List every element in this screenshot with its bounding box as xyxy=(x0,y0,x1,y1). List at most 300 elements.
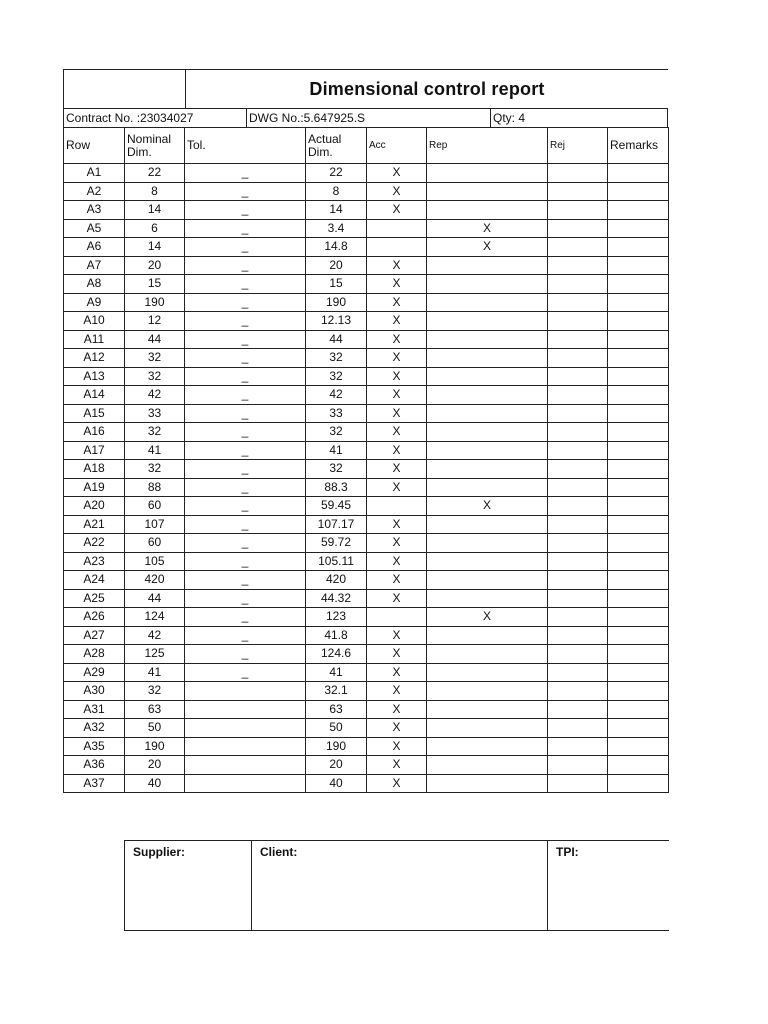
rej-mark xyxy=(548,774,608,793)
actual-dim: 59.45 xyxy=(306,497,367,516)
remarks xyxy=(608,737,669,756)
row-id: A5 xyxy=(64,219,125,238)
remarks xyxy=(608,182,669,201)
row-id: A21 xyxy=(64,515,125,534)
nominal-dim: 63 xyxy=(125,700,185,719)
tolerance: _ xyxy=(185,367,306,386)
rep-mark xyxy=(427,441,548,460)
row-id: A36 xyxy=(64,756,125,775)
report-sheet xyxy=(63,69,668,793)
rej-mark xyxy=(548,312,608,331)
row-id: A25 xyxy=(64,589,125,608)
row-id: A16 xyxy=(64,423,125,442)
acc-mark: X xyxy=(367,515,427,534)
actual-dim: 44.32 xyxy=(306,589,367,608)
rep-mark xyxy=(427,700,548,719)
rej-mark xyxy=(548,201,608,220)
rep-mark xyxy=(427,182,548,201)
actual-dim: 41 xyxy=(306,441,367,460)
tolerance: _ xyxy=(185,571,306,590)
table-row xyxy=(64,571,669,590)
header-actual: Actual Dim. xyxy=(306,128,367,164)
header-tol: Tol. xyxy=(185,128,306,164)
actual-dim: 190 xyxy=(306,737,367,756)
rej-mark xyxy=(548,423,608,442)
acc-mark: X xyxy=(367,478,427,497)
remarks xyxy=(608,256,669,275)
table-row xyxy=(64,182,669,201)
rej-mark xyxy=(548,682,608,701)
remarks xyxy=(608,645,669,664)
tolerance xyxy=(185,774,306,793)
rej-mark xyxy=(548,367,608,386)
tolerance: _ xyxy=(185,219,306,238)
tolerance: _ xyxy=(185,460,306,479)
remarks xyxy=(608,404,669,423)
nominal-dim: 190 xyxy=(125,293,185,312)
acc-mark: X xyxy=(367,645,427,664)
row-id: A27 xyxy=(64,626,125,645)
table-row xyxy=(64,608,669,627)
acc-mark: X xyxy=(367,756,427,775)
tolerance: _ xyxy=(185,497,306,516)
acc-mark: X xyxy=(367,164,427,183)
header-nominal: Nominal Dim. xyxy=(125,128,185,164)
acc-mark: X xyxy=(367,275,427,294)
rej-mark xyxy=(548,330,608,349)
rej-mark xyxy=(548,164,608,183)
table-row xyxy=(64,460,669,479)
rep-mark xyxy=(427,404,548,423)
table-row xyxy=(64,682,669,701)
header-remarks: Remarks xyxy=(608,128,669,164)
remarks xyxy=(608,219,669,238)
row-id: A35 xyxy=(64,737,125,756)
row-id: A22 xyxy=(64,534,125,553)
row-id: A8 xyxy=(64,275,125,294)
nominal-dim: 20 xyxy=(125,756,185,775)
actual-dim: 14.8 xyxy=(306,238,367,257)
row-id: A1 xyxy=(64,164,125,183)
row-id: A15 xyxy=(64,404,125,423)
row-id: A32 xyxy=(64,719,125,738)
rej-mark xyxy=(548,219,608,238)
actual-dim: 20 xyxy=(306,756,367,775)
rep-mark xyxy=(427,626,548,645)
rep-mark xyxy=(427,552,548,571)
rej-mark xyxy=(548,645,608,664)
rej-mark xyxy=(548,589,608,608)
dimension-table xyxy=(63,127,669,793)
table-row xyxy=(64,552,669,571)
row-id: A7 xyxy=(64,256,125,275)
actual-dim: 32 xyxy=(306,349,367,368)
remarks xyxy=(608,478,669,497)
rep-mark: X xyxy=(427,238,548,257)
nominal-dim: 33 xyxy=(125,404,185,423)
actual-dim: 32.1 xyxy=(306,682,367,701)
rep-mark xyxy=(427,534,548,553)
remarks xyxy=(608,238,669,257)
tolerance: _ xyxy=(185,552,306,571)
nominal-dim: 420 xyxy=(125,571,185,590)
rep-mark xyxy=(427,645,548,664)
actual-dim: 33 xyxy=(306,404,367,423)
remarks xyxy=(608,534,669,553)
actual-dim: 63 xyxy=(306,700,367,719)
tolerance: _ xyxy=(185,330,306,349)
actual-dim: 12.13 xyxy=(306,312,367,331)
remarks xyxy=(608,293,669,312)
remarks xyxy=(608,312,669,331)
table-row xyxy=(64,164,669,183)
tolerance: _ xyxy=(185,201,306,220)
tolerance: _ xyxy=(185,238,306,257)
remarks xyxy=(608,719,669,738)
nominal-dim: 41 xyxy=(125,441,185,460)
rep-mark xyxy=(427,774,548,793)
rep-mark: X xyxy=(427,497,548,516)
actual-dim: 105.11 xyxy=(306,552,367,571)
nominal-dim: 20 xyxy=(125,256,185,275)
remarks xyxy=(608,330,669,349)
nominal-dim: 50 xyxy=(125,719,185,738)
rej-mark xyxy=(548,515,608,534)
tolerance: _ xyxy=(185,182,306,201)
rep-mark xyxy=(427,423,548,442)
actual-dim: 190 xyxy=(306,293,367,312)
acc-mark: X xyxy=(367,312,427,331)
tolerance: _ xyxy=(185,256,306,275)
tolerance xyxy=(185,756,306,775)
nominal-dim: 44 xyxy=(125,589,185,608)
actual-dim: 40 xyxy=(306,774,367,793)
nominal-dim: 107 xyxy=(125,515,185,534)
table-row xyxy=(64,312,669,331)
row-id: A37 xyxy=(64,774,125,793)
actual-dim: 420 xyxy=(306,571,367,590)
rep-mark xyxy=(427,589,548,608)
table-row xyxy=(64,497,669,516)
acc-mark: X xyxy=(367,737,427,756)
header-rej: Rej xyxy=(548,128,608,164)
acc-mark: X xyxy=(367,571,427,590)
acc-mark: X xyxy=(367,534,427,553)
rep-mark xyxy=(427,478,548,497)
acc-mark xyxy=(367,219,427,238)
nominal-dim: 42 xyxy=(125,386,185,405)
nominal-dim: 6 xyxy=(125,219,185,238)
table-row xyxy=(64,367,669,386)
acc-mark: X xyxy=(367,460,427,479)
rep-mark xyxy=(427,460,548,479)
remarks xyxy=(608,608,669,627)
actual-dim: 41 xyxy=(306,663,367,682)
tolerance: _ xyxy=(185,478,306,497)
row-id: A28 xyxy=(64,645,125,664)
row-id: A11 xyxy=(64,330,125,349)
table-row xyxy=(64,737,669,756)
table-header xyxy=(64,128,669,164)
nominal-dim: 88 xyxy=(125,478,185,497)
tolerance: _ xyxy=(185,645,306,664)
nominal-dim: 32 xyxy=(125,349,185,368)
acc-mark: X xyxy=(367,349,427,368)
acc-mark: X xyxy=(367,330,427,349)
acc-mark: X xyxy=(367,404,427,423)
remarks xyxy=(608,663,669,682)
nominal-dim: 42 xyxy=(125,626,185,645)
table-row xyxy=(64,774,669,793)
table-row xyxy=(64,293,669,312)
supplier-signature: Supplier: xyxy=(125,841,252,930)
nominal-dim: 22 xyxy=(125,164,185,183)
rej-mark xyxy=(548,478,608,497)
acc-mark: X xyxy=(367,774,427,793)
actual-dim: 32 xyxy=(306,460,367,479)
tolerance: _ xyxy=(185,608,306,627)
signoff-box xyxy=(124,840,669,931)
rej-mark xyxy=(548,700,608,719)
table-row xyxy=(64,534,669,553)
remarks xyxy=(608,589,669,608)
tolerance xyxy=(185,719,306,738)
tolerance xyxy=(185,682,306,701)
rep-mark: X xyxy=(427,219,548,238)
nominal-dim: 14 xyxy=(125,201,185,220)
actual-dim: 22 xyxy=(306,164,367,183)
rej-mark xyxy=(548,552,608,571)
tolerance: _ xyxy=(185,626,306,645)
actual-dim: 107.17 xyxy=(306,515,367,534)
row-id: A14 xyxy=(64,386,125,405)
rep-mark xyxy=(427,256,548,275)
nominal-dim: 32 xyxy=(125,682,185,701)
tolerance: _ xyxy=(185,293,306,312)
rep-mark xyxy=(427,386,548,405)
rej-mark xyxy=(548,719,608,738)
table-row xyxy=(64,423,669,442)
table-row xyxy=(64,719,669,738)
acc-mark: X xyxy=(367,201,427,220)
tolerance: _ xyxy=(185,515,306,534)
acc-mark: X xyxy=(367,423,427,442)
table-row xyxy=(64,478,669,497)
rep-mark xyxy=(427,164,548,183)
row-id: A26 xyxy=(64,608,125,627)
nominal-dim: 32 xyxy=(125,460,185,479)
acc-mark: X xyxy=(367,256,427,275)
actual-dim: 42 xyxy=(306,386,367,405)
acc-mark: X xyxy=(367,589,427,608)
rej-mark xyxy=(548,737,608,756)
table-row xyxy=(64,441,669,460)
quantity: Qty: 4 xyxy=(493,111,526,125)
actual-dim: 59.72 xyxy=(306,534,367,553)
table-row xyxy=(64,589,669,608)
tolerance: _ xyxy=(185,534,306,553)
acc-mark: X xyxy=(367,441,427,460)
table-row xyxy=(64,219,669,238)
acc-mark xyxy=(367,238,427,257)
row-id: A20 xyxy=(64,497,125,516)
header-row: Row xyxy=(64,128,125,164)
table-row xyxy=(64,404,669,423)
table-row xyxy=(64,238,669,257)
acc-mark xyxy=(367,608,427,627)
actual-dim: 14 xyxy=(306,201,367,220)
nominal-dim: 15 xyxy=(125,275,185,294)
remarks xyxy=(608,349,669,368)
table-row xyxy=(64,663,669,682)
acc-mark: X xyxy=(367,293,427,312)
actual-dim: 124.6 xyxy=(306,645,367,664)
tolerance: _ xyxy=(185,312,306,331)
info-row xyxy=(63,108,668,127)
row-id: A19 xyxy=(64,478,125,497)
rep-mark xyxy=(427,349,548,368)
row-id: A2 xyxy=(64,182,125,201)
table-row xyxy=(64,645,669,664)
remarks xyxy=(608,571,669,590)
nominal-dim: 105 xyxy=(125,552,185,571)
rej-mark xyxy=(548,460,608,479)
remarks xyxy=(608,441,669,460)
tolerance: _ xyxy=(185,164,306,183)
nominal-dim: 32 xyxy=(125,367,185,386)
row-id: A12 xyxy=(64,349,125,368)
rep-mark xyxy=(427,737,548,756)
header-rep: Rep xyxy=(427,128,548,164)
contract-number: Contract No. :23034027 xyxy=(64,109,247,127)
rep-mark xyxy=(427,756,548,775)
remarks xyxy=(608,386,669,405)
rej-mark xyxy=(548,349,608,368)
rep-mark: X xyxy=(427,608,548,627)
acc-mark: X xyxy=(367,700,427,719)
acc-mark: X xyxy=(367,386,427,405)
table-row xyxy=(64,756,669,775)
acc-mark: X xyxy=(367,682,427,701)
table-row xyxy=(64,275,669,294)
tpi-signature: TPI: xyxy=(556,845,579,859)
rep-mark xyxy=(427,312,548,331)
rej-mark xyxy=(548,497,608,516)
rep-mark xyxy=(427,515,548,534)
title-row xyxy=(63,69,668,108)
tolerance: _ xyxy=(185,404,306,423)
actual-dim: 88.3 xyxy=(306,478,367,497)
actual-dim: 32 xyxy=(306,367,367,386)
actual-dim: 32 xyxy=(306,423,367,442)
actual-dim: 3.4 xyxy=(306,219,367,238)
remarks xyxy=(608,774,669,793)
tolerance: _ xyxy=(185,589,306,608)
remarks xyxy=(608,275,669,294)
remarks xyxy=(608,423,669,442)
row-id: A24 xyxy=(64,571,125,590)
acc-mark: X xyxy=(367,626,427,645)
rej-mark xyxy=(548,663,608,682)
remarks xyxy=(608,626,669,645)
table-row xyxy=(64,386,669,405)
table-row xyxy=(64,256,669,275)
tolerance: _ xyxy=(185,386,306,405)
rep-mark xyxy=(427,682,548,701)
acc-mark xyxy=(367,497,427,516)
rej-mark xyxy=(548,626,608,645)
tolerance: _ xyxy=(185,441,306,460)
row-id: A6 xyxy=(64,238,125,257)
nominal-dim: 40 xyxy=(125,774,185,793)
row-id: A31 xyxy=(64,700,125,719)
acc-mark: X xyxy=(367,182,427,201)
actual-dim: 44 xyxy=(306,330,367,349)
nominal-dim: 32 xyxy=(125,423,185,442)
row-id: A3 xyxy=(64,201,125,220)
report-title: Dimensional control report xyxy=(309,79,545,99)
tolerance: _ xyxy=(185,663,306,682)
rep-mark xyxy=(427,201,548,220)
remarks xyxy=(608,700,669,719)
table-row xyxy=(64,201,669,220)
rep-mark xyxy=(427,719,548,738)
rej-mark xyxy=(548,441,608,460)
actual-dim: 50 xyxy=(306,719,367,738)
row-id: A18 xyxy=(64,460,125,479)
acc-mark: X xyxy=(367,663,427,682)
tolerance: _ xyxy=(185,275,306,294)
header-acc: Acc xyxy=(367,128,427,164)
nominal-dim: 41 xyxy=(125,663,185,682)
actual-dim: 15 xyxy=(306,275,367,294)
remarks xyxy=(608,460,669,479)
client-signature: Client: xyxy=(252,841,548,930)
nominal-dim: 8 xyxy=(125,182,185,201)
remarks xyxy=(608,515,669,534)
remarks xyxy=(608,201,669,220)
nominal-dim: 14 xyxy=(125,238,185,257)
acc-mark: X xyxy=(367,367,427,386)
rej-mark xyxy=(548,571,608,590)
row-id: A23 xyxy=(64,552,125,571)
rej-mark xyxy=(548,404,608,423)
table-row xyxy=(64,700,669,719)
nominal-dim: 125 xyxy=(125,645,185,664)
tolerance: _ xyxy=(185,423,306,442)
row-id: A29 xyxy=(64,663,125,682)
remarks xyxy=(608,497,669,516)
rep-mark xyxy=(427,330,548,349)
table-row xyxy=(64,349,669,368)
rep-mark xyxy=(427,275,548,294)
rej-mark xyxy=(548,608,608,627)
remarks xyxy=(608,367,669,386)
nominal-dim: 44 xyxy=(125,330,185,349)
actual-dim: 20 xyxy=(306,256,367,275)
remarks xyxy=(608,164,669,183)
drawing-number: DWG No.:5.647925.S xyxy=(247,109,491,127)
rej-mark xyxy=(548,238,608,257)
rej-mark xyxy=(548,386,608,405)
remarks xyxy=(608,682,669,701)
rep-mark xyxy=(427,293,548,312)
actual-dim: 41.8 xyxy=(306,626,367,645)
row-id: A10 xyxy=(64,312,125,331)
nominal-dim: 190 xyxy=(125,737,185,756)
logo-cell xyxy=(64,70,186,108)
tolerance xyxy=(185,700,306,719)
